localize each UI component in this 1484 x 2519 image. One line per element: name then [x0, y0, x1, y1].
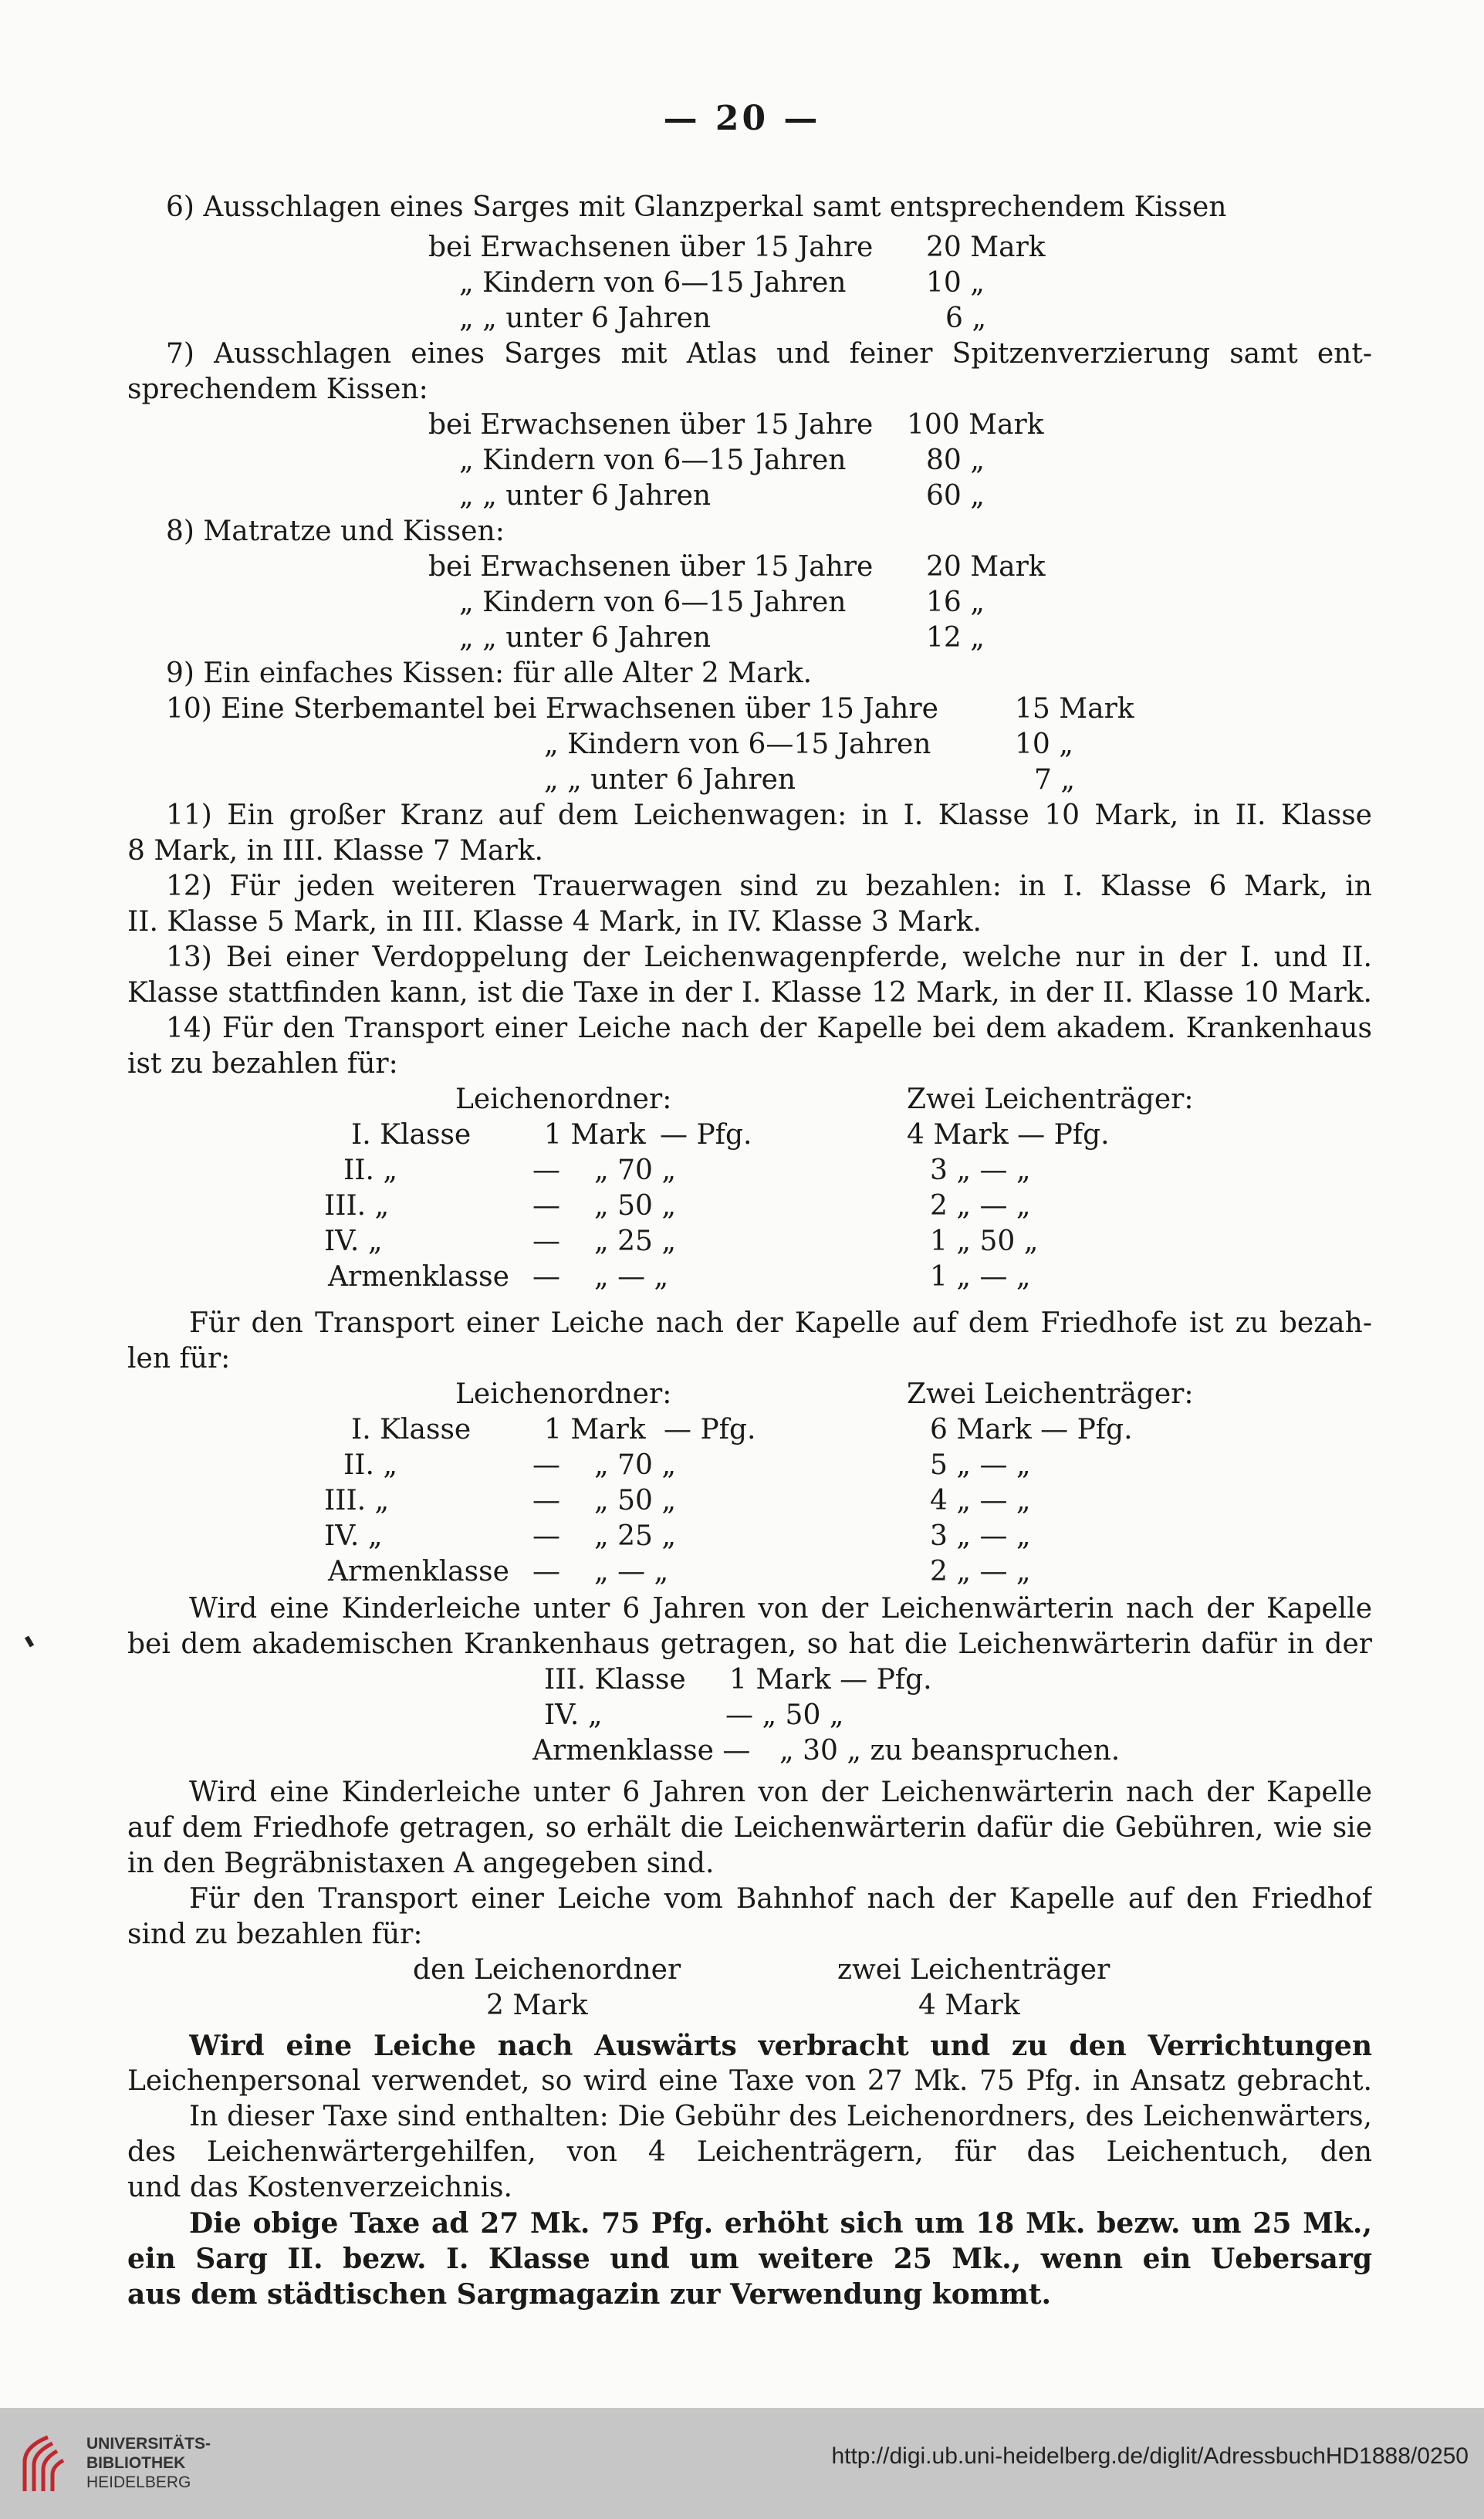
item-10-row [0, 727, 1484, 762]
row-label: „ Kindern von 6—15 Jahren [459, 445, 847, 476]
item-10-row [0, 762, 1484, 798]
obige-line-2: ein Sarg II. bezw. I. Klasse und um weitere 25 Mk., wenn ein Uebersarg [127, 2243, 1372, 2275]
kinder-1-line-2: bei dem akademischen Krankenhaus getragen, so hat die Leichenwärterin dafür in der [127, 1628, 1372, 1660]
table-row [0, 1224, 1484, 1260]
table-1-header [0, 1082, 1484, 1117]
klasse: Armenklasse — [532, 1735, 751, 1767]
item-8-row [0, 585, 1484, 620]
col-b: „ — „ [594, 1556, 669, 1587]
row-label: „ Kindern von 6—15 Jahren [459, 587, 847, 618]
col-a: — [532, 1226, 560, 1257]
right-value: 4 Mark [918, 1990, 1020, 2021]
university-name[interactable] [86, 2434, 211, 2492]
klasse: III. Klasse [544, 1664, 686, 1696]
col-c: 3 „ — „ [930, 1155, 1031, 1186]
logo-line-1: UNIVERSITÄTS- [86, 2435, 211, 2453]
col-a: — [532, 1485, 560, 1516]
col-a: — [532, 1556, 560, 1587]
col-b: — Pfg. [660, 1119, 752, 1151]
row-label: „ Kindern von 6—15 Jahren [459, 267, 847, 299]
kinder-1-row [0, 1662, 1484, 1698]
item-11-line-1: 11) Ein großer Kranz auf dem Leichenwagen: in I. Klasse 10 Mark, in II. Klasse [166, 800, 1372, 831]
row-value: 15 Mark [1015, 693, 1134, 725]
col-c: 4 Mark — Pfg. [907, 1119, 1110, 1151]
col-c: 5 „ — „ [930, 1449, 1031, 1481]
klasse: Armenklasse [328, 1261, 509, 1293]
table-row [0, 1483, 1484, 1519]
bahnhof-values [0, 1988, 1484, 2024]
col-a: 1 Mark [544, 1414, 646, 1445]
row-label: „ „ unter 6 Jahren [544, 764, 796, 796]
row-label: 10) Eine Sterbemantel bei Erwachsenen über 15 Jahre [166, 693, 938, 725]
row-value: 100 Mark [907, 409, 1044, 441]
table-2-header [0, 1377, 1484, 1412]
left-head: den Leichenordner [413, 1954, 681, 1986]
row-label: „ „ unter 6 Jahren [459, 480, 712, 512]
row-label: „ Kindern von 6—15 Jahren [544, 729, 931, 760]
item-7-row [0, 478, 1484, 514]
row-label: „ „ unter 6 Jahren [459, 622, 712, 654]
klasse: Armenklasse [328, 1556, 509, 1587]
university-logo-icon[interactable] [17, 2431, 79, 2496]
item-14-line-1: 14) Für den Transport einer Leiche nach der Kapelle bei dem akadem. Krankenhaus [166, 1013, 1372, 1044]
col-c: 4 „ — „ [930, 1485, 1031, 1516]
right-head: zwei Leichenträger [837, 1954, 1110, 1986]
item-8-row [0, 620, 1484, 656]
logo-line-3: HEIDELBERG [86, 2473, 191, 2491]
taxe-line-3: und das Kostenverzeichnis. [127, 2172, 512, 2203]
row-value: 6 „ [945, 303, 986, 334]
kinder-2-line-2: auf dem Friedhofe getragen, so erhält die Leichenwärterin dafür die Gebühren, wie sie [127, 1812, 1372, 1844]
klasse: II. „ [343, 1155, 397, 1186]
row-label: „ „ unter 6 Jahren [459, 303, 712, 334]
col-b: — Pfg. [664, 1414, 756, 1445]
klasse: III. „ [324, 1190, 390, 1222]
table-row [0, 1260, 1484, 1295]
col-a: — [532, 1449, 560, 1481]
table-row [0, 1412, 1484, 1448]
kinder-1-row [0, 1733, 1484, 1769]
table-row [0, 1117, 1484, 1153]
item-8-row [0, 549, 1484, 585]
klasse: I. Klasse [351, 1414, 472, 1445]
kinder-2-line-3: in den Begräbnistaxen A angegeben sind. [127, 1848, 715, 1879]
row-value: 7 „ [1034, 764, 1075, 796]
col-a: — [532, 1155, 560, 1186]
col-a: — [532, 1190, 560, 1222]
col-c: 3 „ — „ [930, 1520, 1031, 1552]
col-b: „ — „ [594, 1261, 669, 1293]
bahnhof-header [0, 1953, 1484, 1988]
col-a: — [532, 1261, 560, 1293]
row-value: 16 „ [926, 587, 985, 618]
auswaerts-line-1: Wird eine Leiche nach Auswärts verbracht und zu den Verrichtungen [189, 2030, 1372, 2062]
klasse: II. „ [343, 1449, 397, 1481]
col-b: „ 25 „ [594, 1520, 676, 1552]
klasse: IV. „ [324, 1226, 383, 1257]
taxe-line-2: des Leichenwärtergehilfen, von 4 Leichenträgern, für das Leichentuch, den [127, 2136, 1372, 2168]
footer-bar [0, 2408, 1484, 2519]
header-right: Zwei Leichenträger: [907, 1084, 1194, 1115]
col-c: 1 „ — „ [930, 1261, 1031, 1293]
obige-line-3: aus dem städtischen Sargmagazin zur Verwendung kommt. [127, 2278, 1052, 2311]
header-left: Leichenordner: [455, 1084, 672, 1115]
left-value: 2 Mark [486, 1990, 588, 2021]
row-label: bei Erwachsenen über 15 Jahre [428, 232, 874, 263]
row-value: 20 Mark [926, 232, 1046, 263]
table-row [0, 1554, 1484, 1590]
item-9: 9) Ein einfaches Kissen: für alle Alter 2 Mark. [166, 658, 813, 689]
header-left: Leichenordner: [455, 1378, 672, 1410]
table-row [0, 1188, 1484, 1224]
friedhof-line-2: len für: [127, 1343, 231, 1374]
item-13-line-1: 13) Bei einer Verdoppelung der Leichenwagenpferde, welche nur in der I. und II. [166, 942, 1372, 973]
document-url-link[interactable]: http://digi.ub.uni-heidelberg.de/diglit/AdressbuchHD1888/0250 [831, 2443, 1469, 2469]
row-value: 10 „ [1015, 729, 1073, 760]
row-value: 12 „ [926, 622, 985, 654]
kinder-1-line-1: Wird eine Kinderleiche unter 6 Jahren von der Leichenwärterin nach der Kapelle [189, 1593, 1372, 1625]
item-7-row [0, 443, 1484, 478]
item-8-title: 8) Matratze und Kissen: [166, 516, 505, 547]
row-value: 20 Mark [926, 551, 1046, 583]
row-value: 80 „ [926, 445, 985, 476]
row-label: bei Erwachsenen über 15 Jahre [428, 409, 874, 441]
row-value: 60 „ [926, 480, 985, 512]
klasse: I. Klasse [351, 1119, 472, 1151]
klasse: IV. „ [324, 1520, 383, 1552]
taxe-line-1: In dieser Taxe sind enthalten: Die Gebühr des Leichenordners, des Leichenwärters, [189, 2101, 1372, 2132]
item-11-line-2: 8 Mark, in III. Klasse 7 Mark. [127, 835, 543, 867]
page-number: — 20 — [663, 99, 821, 138]
table-row [0, 1448, 1484, 1483]
item-14-line-2: ist zu bezahlen für: [127, 1048, 398, 1080]
col-b: „ 50 „ [594, 1485, 676, 1516]
item-6-row [0, 265, 1484, 301]
bahnhof-line-1: Für den Transport einer Leiche vom Bahnhof nach der Kapelle auf den Friedhof [189, 1883, 1372, 1915]
item-13-line-2: Klasse stattfinden kann, ist die Taxe in der I. Klasse 12 Mark, in der II. Klasse 10 Mark. [127, 977, 1372, 1009]
table-row [0, 1153, 1484, 1188]
bahnhof-line-2: sind zu bezahlen für: [127, 1919, 423, 1950]
col-a: — [532, 1520, 560, 1552]
col-b: „ 50 „ [594, 1190, 676, 1222]
item-6-title: 6) Ausschlagen eines Sarges mit Glanzperkal samt entsprechendem Kissen [166, 191, 1227, 223]
auswaerts-line-2: Leichenpersonal verwendet, so wird eine Taxe von 27 Mk. 75 Pfg. in Ansatz gebracht. [127, 2065, 1372, 2097]
col-b: „ 25 „ [594, 1226, 676, 1257]
logo-line-2: BIBLIOTHEK [86, 2454, 186, 2472]
row-value: 1 Mark — Pfg. [729, 1664, 932, 1696]
row-value: — „ 50 „ [725, 1699, 844, 1731]
row-value: „ 30 „ zu beanspruchen. [779, 1735, 1121, 1767]
kinder-1-row [0, 1698, 1484, 1733]
item-7-row [0, 407, 1484, 443]
table-row [0, 1519, 1484, 1554]
friedhof-line-1: Für den Transport einer Leiche nach der Kapelle auf dem Friedhofe ist zu bezah- [189, 1307, 1372, 1339]
item-12-line-2: II. Klasse 5 Mark, in III. Klasse 4 Mark, in IV. Klasse 3 Mark. [127, 906, 982, 938]
col-c: 6 Mark — Pfg. [930, 1414, 1133, 1445]
item-6-row [0, 230, 1484, 265]
row-value: 10 „ [926, 267, 985, 299]
col-b: „ 70 „ [594, 1449, 676, 1481]
item-12-line-1: 12) Für jeden weiteren Trauerwagen sind zu bezahlen: in I. Klasse 6 Mark, in [166, 871, 1372, 902]
col-c: 1 „ 50 „ [930, 1226, 1039, 1257]
kinder-2-line-1: Wird eine Kinderleiche unter 6 Jahren von der Leichenwärterin nach der Kapelle [189, 1777, 1372, 1808]
col-a: 1 Mark [544, 1119, 646, 1151]
item-10-row [0, 691, 1484, 727]
klasse: IV. „ [544, 1699, 603, 1731]
col-c: 2 „ — „ [930, 1556, 1031, 1587]
klasse: III. „ [324, 1485, 390, 1516]
item-7-line-1: 7) Ausschlagen eines Sarges mit Atlas und feiner Spitzenverzierung samt ent- [166, 338, 1372, 370]
margin-mark [25, 1635, 34, 1647]
obige-line-1: Die obige Taxe ad 27 Mk. 75 Pfg. erhöht sich um 18 Mk. bezw. um 25 Mk., [189, 2207, 1372, 2240]
item-6-row [0, 301, 1484, 336]
row-label: bei Erwachsenen über 15 Jahre [428, 551, 874, 583]
col-c: 2 „ — „ [930, 1190, 1031, 1222]
item-7-line-2: sprechendem Kissen: [127, 374, 428, 405]
col-b: „ 70 „ [594, 1155, 676, 1186]
header-right: Zwei Leichenträger: [907, 1378, 1194, 1410]
